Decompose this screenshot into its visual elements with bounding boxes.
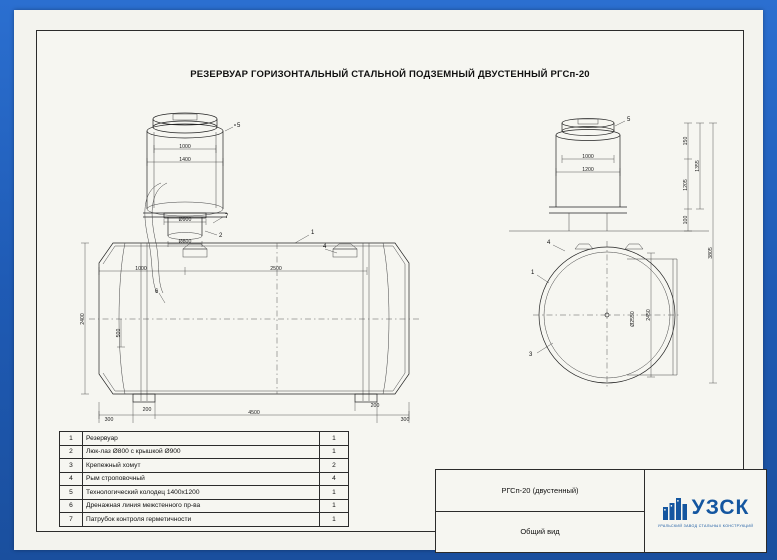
- dim-well-total-height: 1355: [695, 160, 701, 172]
- dim-left-saddle-offset: 1000: [135, 266, 147, 272]
- dim-tank-outer-dia: Ø2550: [630, 311, 636, 327]
- table-row: [60, 432, 349, 446]
- spec-row-qty: 2: [320, 459, 349, 473]
- dim-total-length: 4500: [248, 410, 260, 416]
- spec-table: [59, 431, 349, 527]
- spec-row-no: 6: [60, 499, 83, 513]
- spec-row-qty: 1: [320, 445, 349, 459]
- dim-hatch-neck-dia: Ø800: [178, 239, 192, 245]
- company-logo: [645, 470, 766, 552]
- dim-side-well-outer-width: 1200: [582, 167, 594, 173]
- spec-row-name: Технологический колодец 1400х1200: [83, 486, 320, 500]
- spec-row-name: Крепежный хомут: [83, 459, 320, 473]
- front-view-manhole: [164, 213, 206, 247]
- callout-1b: 1: [531, 270, 535, 276]
- drawing-title: РЕЗЕРВУАР ГОРИЗОНТАЛЬНЫЙ СТАЛЬНОЙ ПОДЗЕМНЫЙ ДВУСТЕННЫЙ РГСп-20: [190, 69, 590, 80]
- front-view-well-dims: [147, 144, 223, 166]
- table-row: [60, 472, 349, 486]
- spec-row-no: 2: [60, 445, 83, 459]
- side-view-tank: [533, 241, 681, 389]
- spec-row-no: 3: [60, 459, 83, 473]
- dim-tank-inner-dia: 2450: [646, 309, 652, 321]
- dim-well-outer-width: 1400: [179, 157, 191, 163]
- dim-end-offset-left2: 200: [142, 407, 152, 413]
- dim-hatch-cover-dia: Ø900: [178, 217, 192, 223]
- side-view-well: [509, 119, 709, 232]
- callout-3b: 3: [529, 352, 533, 358]
- title-block-view: Общий вид: [436, 511, 644, 553]
- spec-row-qty: 1: [320, 499, 349, 513]
- dim-side-well-inner-width: 1000: [582, 154, 594, 160]
- callout-5b: 5: [627, 117, 631, 123]
- table-row: [60, 459, 349, 473]
- side-view-dimensions: [556, 123, 717, 383]
- factory-icon: [662, 495, 688, 521]
- dim-saddle-height: 500: [116, 328, 122, 338]
- callout-4b: 4: [547, 240, 551, 246]
- spec-row-qty: 4: [320, 472, 349, 486]
- callout-4: 4: [323, 244, 327, 250]
- front-view-well: [143, 113, 227, 217]
- dim-well-inner-width: 1000: [179, 144, 191, 150]
- dim-end-offset-left: 300: [104, 417, 114, 423]
- dim-neck-height: 100: [683, 215, 689, 225]
- drawing-sheet: [14, 10, 763, 550]
- drainage-line-2: [152, 183, 167, 293]
- spec-row-name: Рым строповочный: [83, 472, 320, 486]
- title-block: [435, 469, 767, 553]
- dim-overall-height: 3805: [708, 247, 714, 259]
- logo-text: УЗСК: [691, 496, 750, 519]
- spec-row-no: 4: [60, 472, 83, 486]
- front-view-dimensions: [80, 243, 409, 423]
- logo-wrap: [662, 495, 750, 521]
- dim-end-offset-right2: 300: [400, 417, 410, 423]
- spec-row-name: Люк-лаз Ø800 с крышкой Ø900: [83, 445, 320, 459]
- table-row: [60, 499, 349, 513]
- dim-well-body-height: 1205: [683, 179, 689, 191]
- spec-row-name: Патрубок контроля герметичности: [83, 513, 320, 527]
- spec-row-name: Дренажная линия межстенного пр-ва: [83, 499, 320, 513]
- dim-end-offset-right: 200: [370, 403, 380, 409]
- callout-5: 5: [237, 123, 241, 129]
- logo-subtitle: УРАЛЬСКИЙ ЗАВОД СТАЛЬНЫХ КОНСТРУКЦИЙ: [657, 523, 754, 528]
- title-block-text: [436, 470, 645, 552]
- callout-1: 1: [311, 230, 315, 236]
- spec-row-no: 1: [60, 432, 83, 446]
- spec-row-qty: 1: [320, 513, 349, 527]
- table-row: [60, 513, 349, 527]
- callout-6: 6: [155, 289, 159, 295]
- table-row: [60, 486, 349, 500]
- spec-row-name: Резервуар: [83, 432, 320, 446]
- spec-row-qty: 1: [320, 486, 349, 500]
- table-row: [60, 445, 349, 459]
- callout-7: 7: [225, 214, 229, 220]
- drawing-frame: [36, 30, 754, 537]
- spec-row-no: 7: [60, 513, 83, 527]
- spec-row-qty: 1: [320, 432, 349, 446]
- title-block-product: РГСп-20 (двустенный): [501, 485, 579, 495]
- spec-row-no: 5: [60, 486, 83, 500]
- dim-saddle-spacing: 2500: [270, 266, 282, 272]
- dim-tank-height: 2400: [80, 313, 86, 325]
- callout-2: 2: [219, 233, 223, 239]
- spec-table-body: [60, 432, 349, 527]
- dim-well-top-height: 150: [683, 136, 689, 146]
